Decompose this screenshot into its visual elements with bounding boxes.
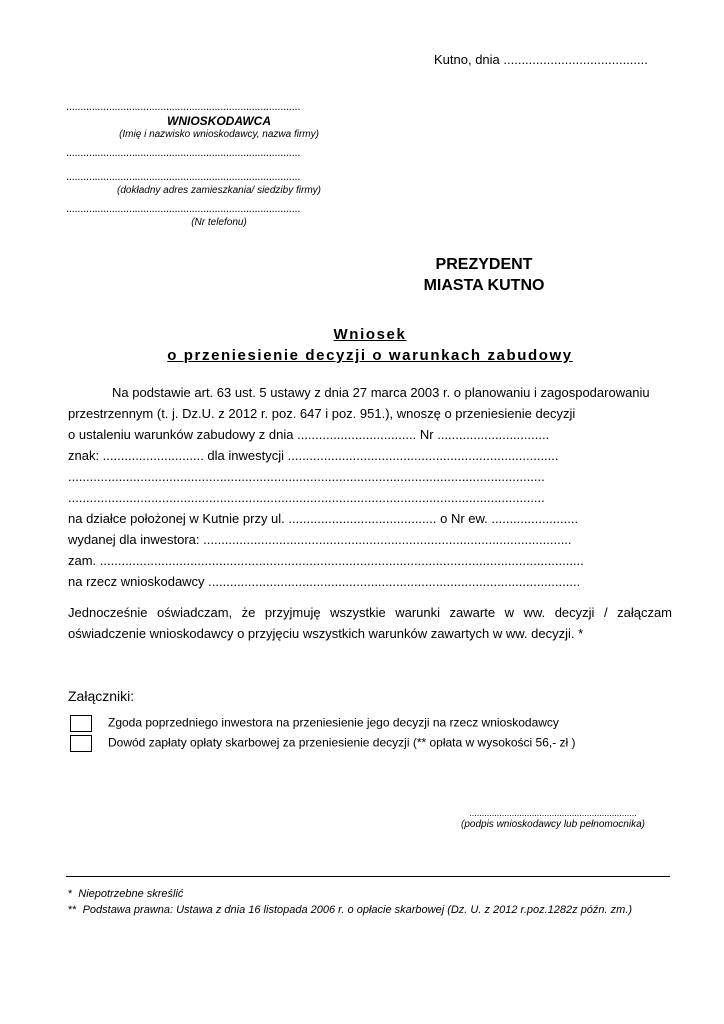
footnote-text: Podstawa prawna: Ustawa z dnia 16 listopada 2006 r. o opłacie skarbowej (Dz. U. z 2012 r.poz.1282z późn. zm.) [82, 904, 633, 916]
declaration-text: Jednocześnie oświadczam, że przyjmuję wszystkie warunki zawarte w ww. decyzji / załączam oświadczenie wnioskodawcy o przyjęciu wszystkich warunków zawartych w ww. decyzji. * [68, 605, 672, 641]
applicant-phone-hint: (Nr telefonu) [191, 217, 247, 228]
applicant-block [66, 100, 372, 229]
attachment-checkbox[interactable] [70, 735, 92, 752]
footnote-text: Niepotrzebne skreślić [78, 888, 184, 900]
footnote-mark: ** [68, 904, 77, 916]
body-line: o ustaleniu warunków zabudowy z dnia ................................. Nr ............................... [68, 427, 550, 442]
recipient-line-2: MIASTA KUTNO [423, 277, 545, 294]
body-line: na działce położonej w Kutnie przy ul. ......................................... o Nr ew. ........................ [68, 511, 579, 526]
attachment-item [70, 735, 576, 752]
recipient-line-1: PREZYDENT [435, 256, 533, 273]
body-line: na rzecz wnioskodawcy ....................................................................................................... [68, 574, 581, 589]
applicant-phone-line: .................................................................................. [66, 203, 301, 215]
body-line: znak: ............................ dla inwestycji ........................................................................... [68, 448, 559, 463]
body-line: .................................................................................................................................... [68, 490, 545, 505]
applicant-address-line: .................................................................................. [66, 171, 301, 183]
attachment-label: Zgoda poprzedniego inwestora na przeniesienie jego decyzji na rzecz wnioskodawcy [108, 715, 559, 730]
recipient-block [400, 254, 568, 296]
applicant-name-line-2: .................................................................................. [66, 147, 301, 159]
applicant-name-hint: (Imię i nazwisko wnioskodawcy, nazwa firmy) [119, 129, 319, 140]
attachment-checkbox[interactable] [70, 715, 92, 732]
attachments-title: Załączniki: [68, 688, 135, 704]
body-line: .................................................................................................................................... [68, 469, 545, 484]
body-line: wydanej dla inwestora: ...................................................................................................... [68, 532, 572, 547]
signature-line: ................................................................... [469, 808, 637, 818]
body-line: Na podstawie art. 63 ust. 5 ustawy z dnia 27 marca 2003 r. o planowaniu i zagospodarowaniu [112, 385, 650, 400]
signature-block [438, 808, 668, 831]
applicant-name-line: .................................................................................. [66, 101, 301, 113]
attachment-item [70, 715, 559, 732]
signature-caption: (podpis wnioskodawcy lub pełnomocnika) [461, 819, 645, 830]
applicant-label: WNIOSKODAWCA [167, 114, 271, 128]
footnote-mark: * [68, 888, 73, 900]
applicant-address-hint: (dokładny adres zamieszkania/ siedziby firmy) [117, 185, 321, 196]
footnote-divider [66, 876, 670, 877]
application-body [68, 382, 660, 592]
title-line-2: o przeniesienie decyzji o warunkach zabudowy [167, 347, 573, 364]
body-line: przestrzennym (t. j. Dz.U. z 2012 r. poz. 647 i poz. 951.), wnoszę o przeniesienie decyzji [68, 406, 576, 421]
body-line: zam. ...................................................................................................................................... [68, 553, 584, 568]
title-line-1: Wniosek [333, 326, 407, 343]
footnote-1 [68, 888, 183, 900]
attachment-label: Dowód zapłaty opłaty skarbowej za przeniesienie decyzji (** opłata w wysokości 56,- zł ) [108, 735, 576, 750]
place-date-line: Kutno, dnia ........................................ [434, 52, 648, 67]
document-title [100, 324, 640, 366]
footnote-2 [68, 904, 632, 916]
